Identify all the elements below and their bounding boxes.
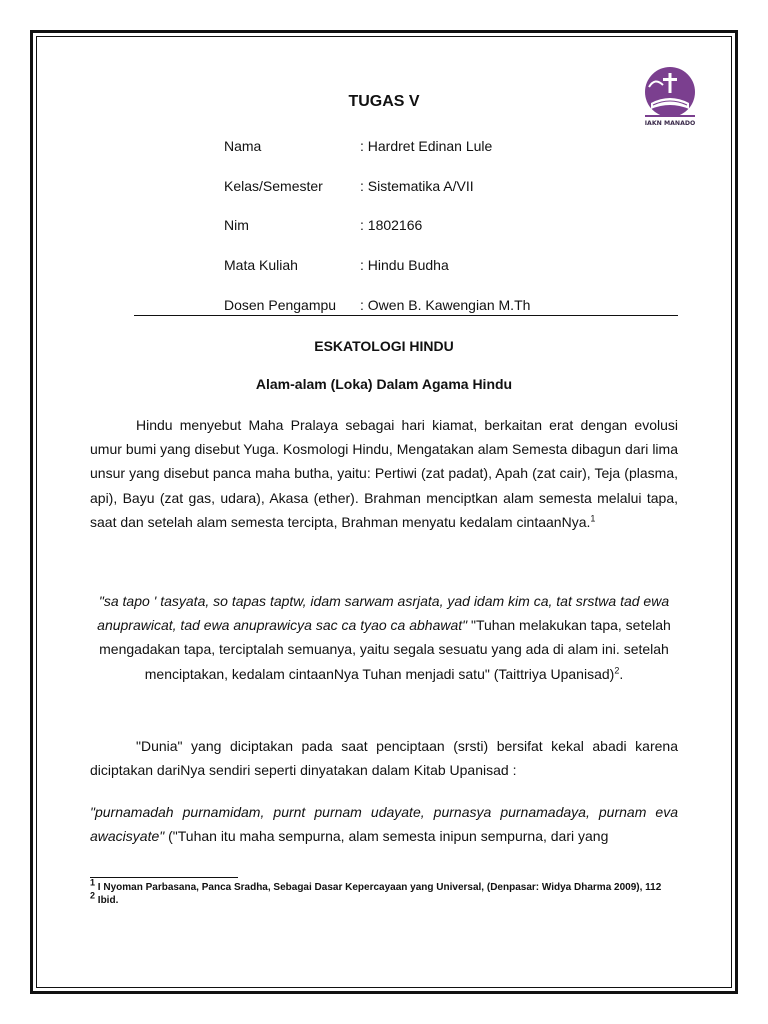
- footnote-text: Ibid.: [95, 894, 119, 906]
- quote-1: [90, 589, 678, 686]
- info-value: : Owen B. Kawengian M.Th: [360, 297, 531, 313]
- section-heading: ESKATOLOGI HINDU: [314, 338, 454, 354]
- header-divider: [134, 315, 678, 316]
- quote-italic: "sa tapo ' tasyata, so tapas taptw, idam sarwam asrjata, yad idam kim ca, tat srstwa tad ewa anuprawicat, tad ewa anuprawicya sac ca tyao ca abhawat": [97, 593, 670, 634]
- paragraph-text: "Dunia" yang diciptakan pada saat penciptaan (srsti) bersifat kekal abadi karena diciptakan dariNya sendiri seperti dinyatakan dalam Kitab Upanisad :: [90, 738, 678, 779]
- footnote-ref: 1: [590, 513, 596, 524]
- footnote-divider: [90, 877, 238, 878]
- footnotes: [90, 877, 690, 907]
- info-value: : Hindu Budha: [360, 257, 449, 273]
- page-title: TUGAS V: [348, 93, 420, 110]
- footnote-1: [90, 877, 690, 895]
- paragraph-1: [90, 413, 678, 534]
- info-value: : Hardret Edinan Lule: [360, 138, 493, 154]
- quote-2: [90, 800, 678, 848]
- info-label: Mata Kuliah: [224, 257, 298, 273]
- paragraph-2: [90, 734, 678, 782]
- info-label: Dosen Pengampu: [224, 297, 337, 313]
- svg-text:IAKN MANADO: IAKN MANADO: [644, 120, 696, 127]
- footnote-ref: 2: [614, 664, 620, 675]
- quote-end: .: [619, 665, 624, 682]
- info-value: : Sistematika A/VII: [360, 178, 474, 194]
- quote-translation: ("Tuhan itu maha sempurna, alam semesta inipun sempurna, dari yang: [164, 828, 609, 845]
- quote-translation: "Tuhan melakukan tapa, setelah mengadakan tapa, terciptalah semuanya, yaitu segala sesuatu yang ada di alam ini. setelah menciptakan, kedalam cintaanNya Tuhan menjadi satu" (Taittriya Upanisad): [99, 617, 671, 682]
- info-label: Kelas/Semester: [224, 178, 323, 194]
- info-label: Nama: [224, 138, 262, 154]
- footnote-text: I Nyoman Parbasana, Panca Sradha, Sebagai Dasar Kepercayaan yang Universal, (Denpasar: Widya Dharma 2009), 112: [95, 882, 662, 893]
- paragraph-text: Hindu menyebut Maha Pralaya sebagai hari kiamat, berkaitan erat dengan evolusi umur bumi yang disebut Yuga. Kosmologi Hindu, Mengatakan alam Semesta dibagun dari lima unsur yang disebut panca maha butha, yaitu: Pertiwi (zat padat), Apah (zat cair), Teja (plasma, api), Bayu (zat gas, udara), Akasa (ether). Brahman menciptkan alam semesta melalui tapa, saat dan setelah alam semesta tercipta, Brahman menyatu kedalam cintaanNya.: [90, 417, 678, 530]
- info-value: : 1802166: [360, 217, 423, 233]
- footnote-number: 1: [90, 877, 96, 888]
- info-label: Nim: [224, 217, 249, 233]
- footnote-number: 2: [90, 890, 96, 901]
- footnote-2: [90, 890, 690, 908]
- section-subheading: Alam-alam (Loka) Dalam Agama Hindu: [255, 376, 513, 392]
- quote-italic: "purnamadah purnamidam, purnt purnam udayate, purnasya purnamadaya, purnam eva awacisyate": [90, 804, 678, 845]
